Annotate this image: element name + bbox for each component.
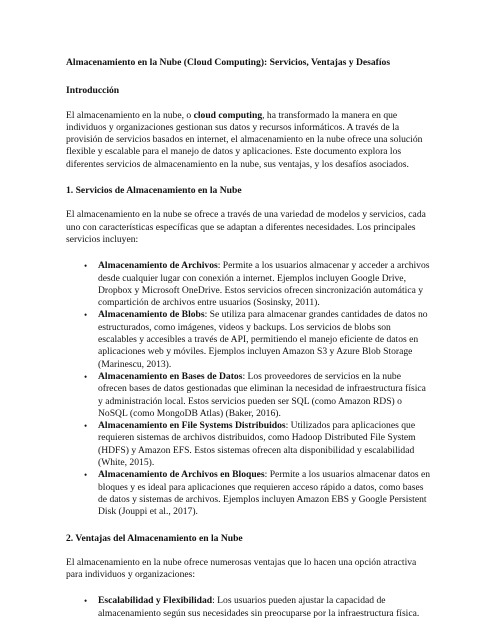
list-item <box>84 595 432 620</box>
section2-paragraph: El almacenamiento en la nube ofrece numerosas ventajas que lo hacen una opción atractiva para individuos y organizaciones: <box>66 556 417 581</box>
section2-heading: 2. Ventajas del Almacenamiento en la Nube <box>66 532 243 544</box>
list-item-term: Almacenamiento en Bases de Datos <box>98 370 243 382</box>
section1-heading: 1. Servicios de Almacenamiento en la Nube <box>66 185 242 197</box>
bullet-icon: • <box>84 470 88 481</box>
section1-list <box>66 260 432 518</box>
section1-paragraph: El almacenamiento en la nube se ofrece a través de una variedad de modelos y servicios, cada uno con características específicas que se adaptan a diferentes necesidades. Los principales servicios incluyen: <box>66 209 426 245</box>
list-item-text: : Se utiliza para almacenar grandes cantidades de datos no estructurados, como imágenes, videos y backups. Los servicios de blobs son escalables y accesibles a través de API, permitiendo el manejo eficiente de datos en aplicaciones web y móviles. Ejemplos incluyen Amazon S3 y Azure Blob Storage (Marinescu, 2013). <box>98 309 428 370</box>
list-item-text: : Los usuarios pueden ajustar la capacidad de almacenamiento según sus necesidades sin preocuparse por la infraestructura física. <box>98 595 420 619</box>
document-title: Almacenamiento en la Nube (Cloud Computing): Servicios, Ventajas y Desafíos <box>66 57 391 68</box>
bullet-icon: • <box>84 261 88 272</box>
list-item-term: Almacenamiento de Blobs <box>98 309 205 321</box>
list-item-text: : Permite a los usuarios almacenar y acceder a archivos desde cualquier lugar con conexión a internet. Ejemplos incluyen Google Drive, Dropbox y Microsoft OneDrive. Estos servicios ofrecen sincronización automática y compartición de archivos entre usuarios (Sosinsky, 2011). <box>98 260 430 309</box>
list-item-text: : Los proveedores de servicios en la nube ofrecen bases de datos gestionadas que eliminan la necesidad de infraestructura física y administración local. Estos servicios pueden ser SQL (como Amazon RDS) o NoSQL (como MongoDB Atlas) (Baker, 2016). <box>98 370 426 419</box>
list-item <box>84 420 432 469</box>
list-item-term: Escalabilidad y Flexibilidad <box>98 595 213 607</box>
bullet-icon: • <box>84 421 88 432</box>
intro-text-after: , ha transformado la manera en que individuos y organizaciones gestionan sus datos y recursos informáticos. A través de la provisión de servicios basados en internet, el almacenamiento en la nube ofrece una solución flexible y escalable para el manejo de datos y aplicaciones. Este documento explora los diferentes servicios de almacenamiento en la nube, sus ventajas, y los desafíos asociados. <box>66 109 423 170</box>
list-item-text: : Utilizados para aplicaciones que requieren sistemas de archivos distribuidos, como Hadoop Distributed File System (HDFS) y Amazon EFS. Estos sistemas ofrecen alta disponibilidad y escalabilidad (White, 2015). <box>98 420 416 469</box>
intro-text-before: El almacenamiento en la nube, o <box>66 109 194 121</box>
list-item <box>84 370 432 420</box>
intro-bold-term: cloud computing <box>193 109 263 121</box>
section2-list <box>66 595 432 620</box>
list-item <box>84 260 432 309</box>
intro-heading: Introducción <box>66 85 120 97</box>
list-item-term: Almacenamiento en File Systems Distribuidos <box>98 420 286 432</box>
bullet-icon: • <box>84 371 88 382</box>
list-item-term: Almacenamiento de Archivos en Bloques <box>98 469 265 481</box>
list-item <box>84 469 432 518</box>
list-item <box>84 309 432 370</box>
list-item-text: : Permite a los usuarios almacenar datos en bloques y es ideal para aplicaciones que requieren acceso rápido a datos, como bases de datos y sistemas de archivos. Ejemplos incluyen Amazon EBS y Google Persistent Disk (Jouppi et al., 2017). <box>98 469 431 518</box>
bullet-icon: • <box>84 596 88 607</box>
intro-paragraph <box>66 110 432 171</box>
list-item-term: Almacenamiento de Archivos <box>98 260 218 272</box>
bullet-icon: • <box>84 310 88 321</box>
